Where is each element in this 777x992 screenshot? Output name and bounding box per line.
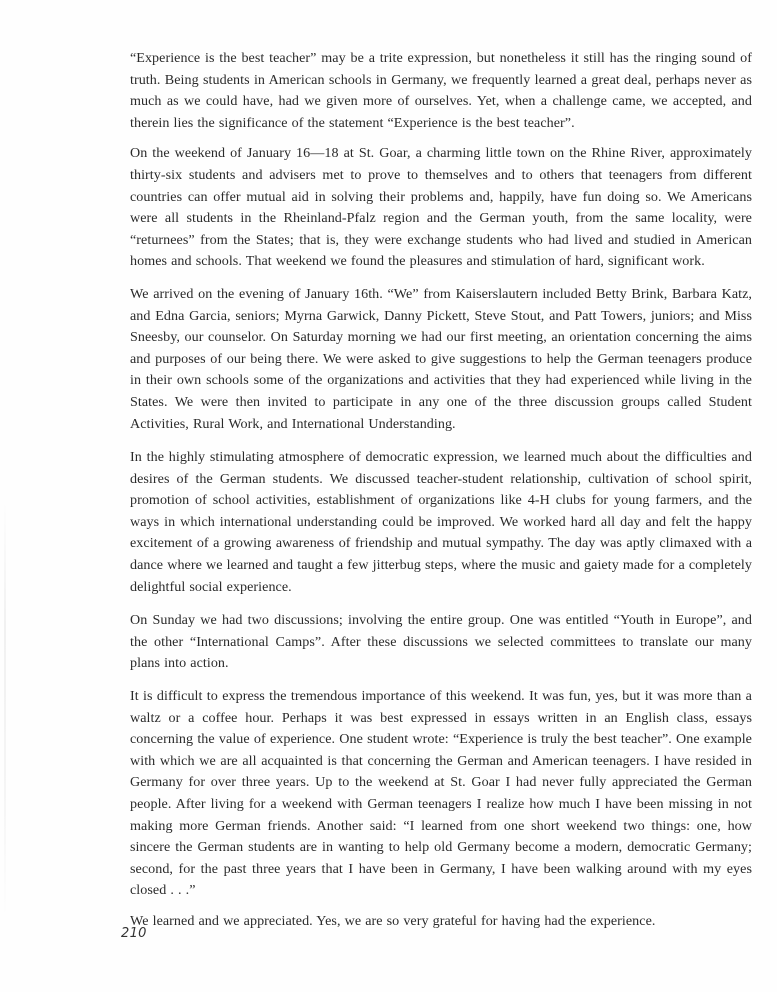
paragraph-arrival: We arrived on the evening of January 16th. “We” from Kaiserslautern included Betty Brink, Barbara Katz, and Edna Garcia, seniors; Myrna Garwick, Danny Pickett, Steve Stout, and Patt Towers, juniors; and Miss Sneesby, our counselor. On Saturday morning we had our first meeting, an orientation concerning the aims and purposes of our being there. We were asked to give suggestions to help the German teenagers produce in their own schools some of the organizations and activities that they had experienced while living in the States. We were then invited to participate in any one of the three discussion groups called Student Activities, Rural Work, and International Understanding.	[130, 285, 752, 432]
paragraph-discussions-saturday: In the highly stimulating atmosphere of democratic expression, we learned much about the difficulties and desires of the German students. We discussed teacher-student relationship, cultivation of school spirit, promotion of school activities, establishment of organizations like 4-H clubs for young farmers, and the ways in which international understanding could be improved. We worked hard all day and felt the happy excitement of a growing awareness of friendship and mutual sympathy. The day was aptly climaxed with a dance where we learned and taught a few jitterbug steps, where the music and gaiety made for a completely delightful social experience.	[130, 449, 752, 595]
page-number: 210	[121, 926, 147, 941]
paragraph-introduction: “Experience is the best teacher” may be a trite expression, but nonetheless it still has the ringing sound of truth. Being students in American schools in Germany, we frequently learned a great deal, perhaps never as much as we could have, had we given more of ourselves. Yet, when a challenge came, we accepted, and therein lies the significance of the statement “Experience is the best teacher”.	[130, 50, 752, 131]
paragraph-st-goar-weekend: On the weekend of January 16—18 at St. Goar, a charming little town on the Rhine River, approximately thirty-six students and advisers met to prove to themselves and to others that teenagers from different countries can offer mutual aid in solving their problems and, happily, have fun doing so. We Americans were all students in the Rheinland-Pfalz region and the German youth, from the same locality, were “returnees” from the States; that is, they were exchange students who had lived and studied in American homes and schools. That weekend we found the pleasures and stimulation of hard, significant work.	[130, 145, 752, 270]
scan-edge-shadow	[4, 500, 6, 920]
paragraph-conclusion: We learned and we appreciated. Yes, we are so very grateful for having had the experience.	[130, 912, 656, 929]
paragraph-discussions-sunday: On Sunday we had two discussions; involving the entire group. One was entitled “Youth in Europe”, and the other “International Camps”. After these discussions we selected committees to translate our many plans into action.	[130, 612, 752, 672]
paragraph-importance: It is difficult to express the tremendous importance of this weekend. It was fun, yes, but it was more than a waltz or a coffee hour. Perhaps it was best expressed in essays written in an English class, essays concerning the value of experience. One student wrote: “Experience is truly the best teacher”. One example with which we are all acquainted is that concerning the German and American teenagers. I have resided in Germany for over three years. Up to the weekend at St. Goar I had never fully appreciated the German people. After living for a weekend with German teenagers I realize how much I have been missing in not making more German friends. Another said: “I learned from one short weekend two things: one, how sincere the German students are in wanting to help old Germany become a modern, democratic Germany; second, for the past three years that I have been in Germany, I have been walking around with my eyes closed . . .”	[130, 688, 752, 899]
body-text	[130, 48, 752, 944]
